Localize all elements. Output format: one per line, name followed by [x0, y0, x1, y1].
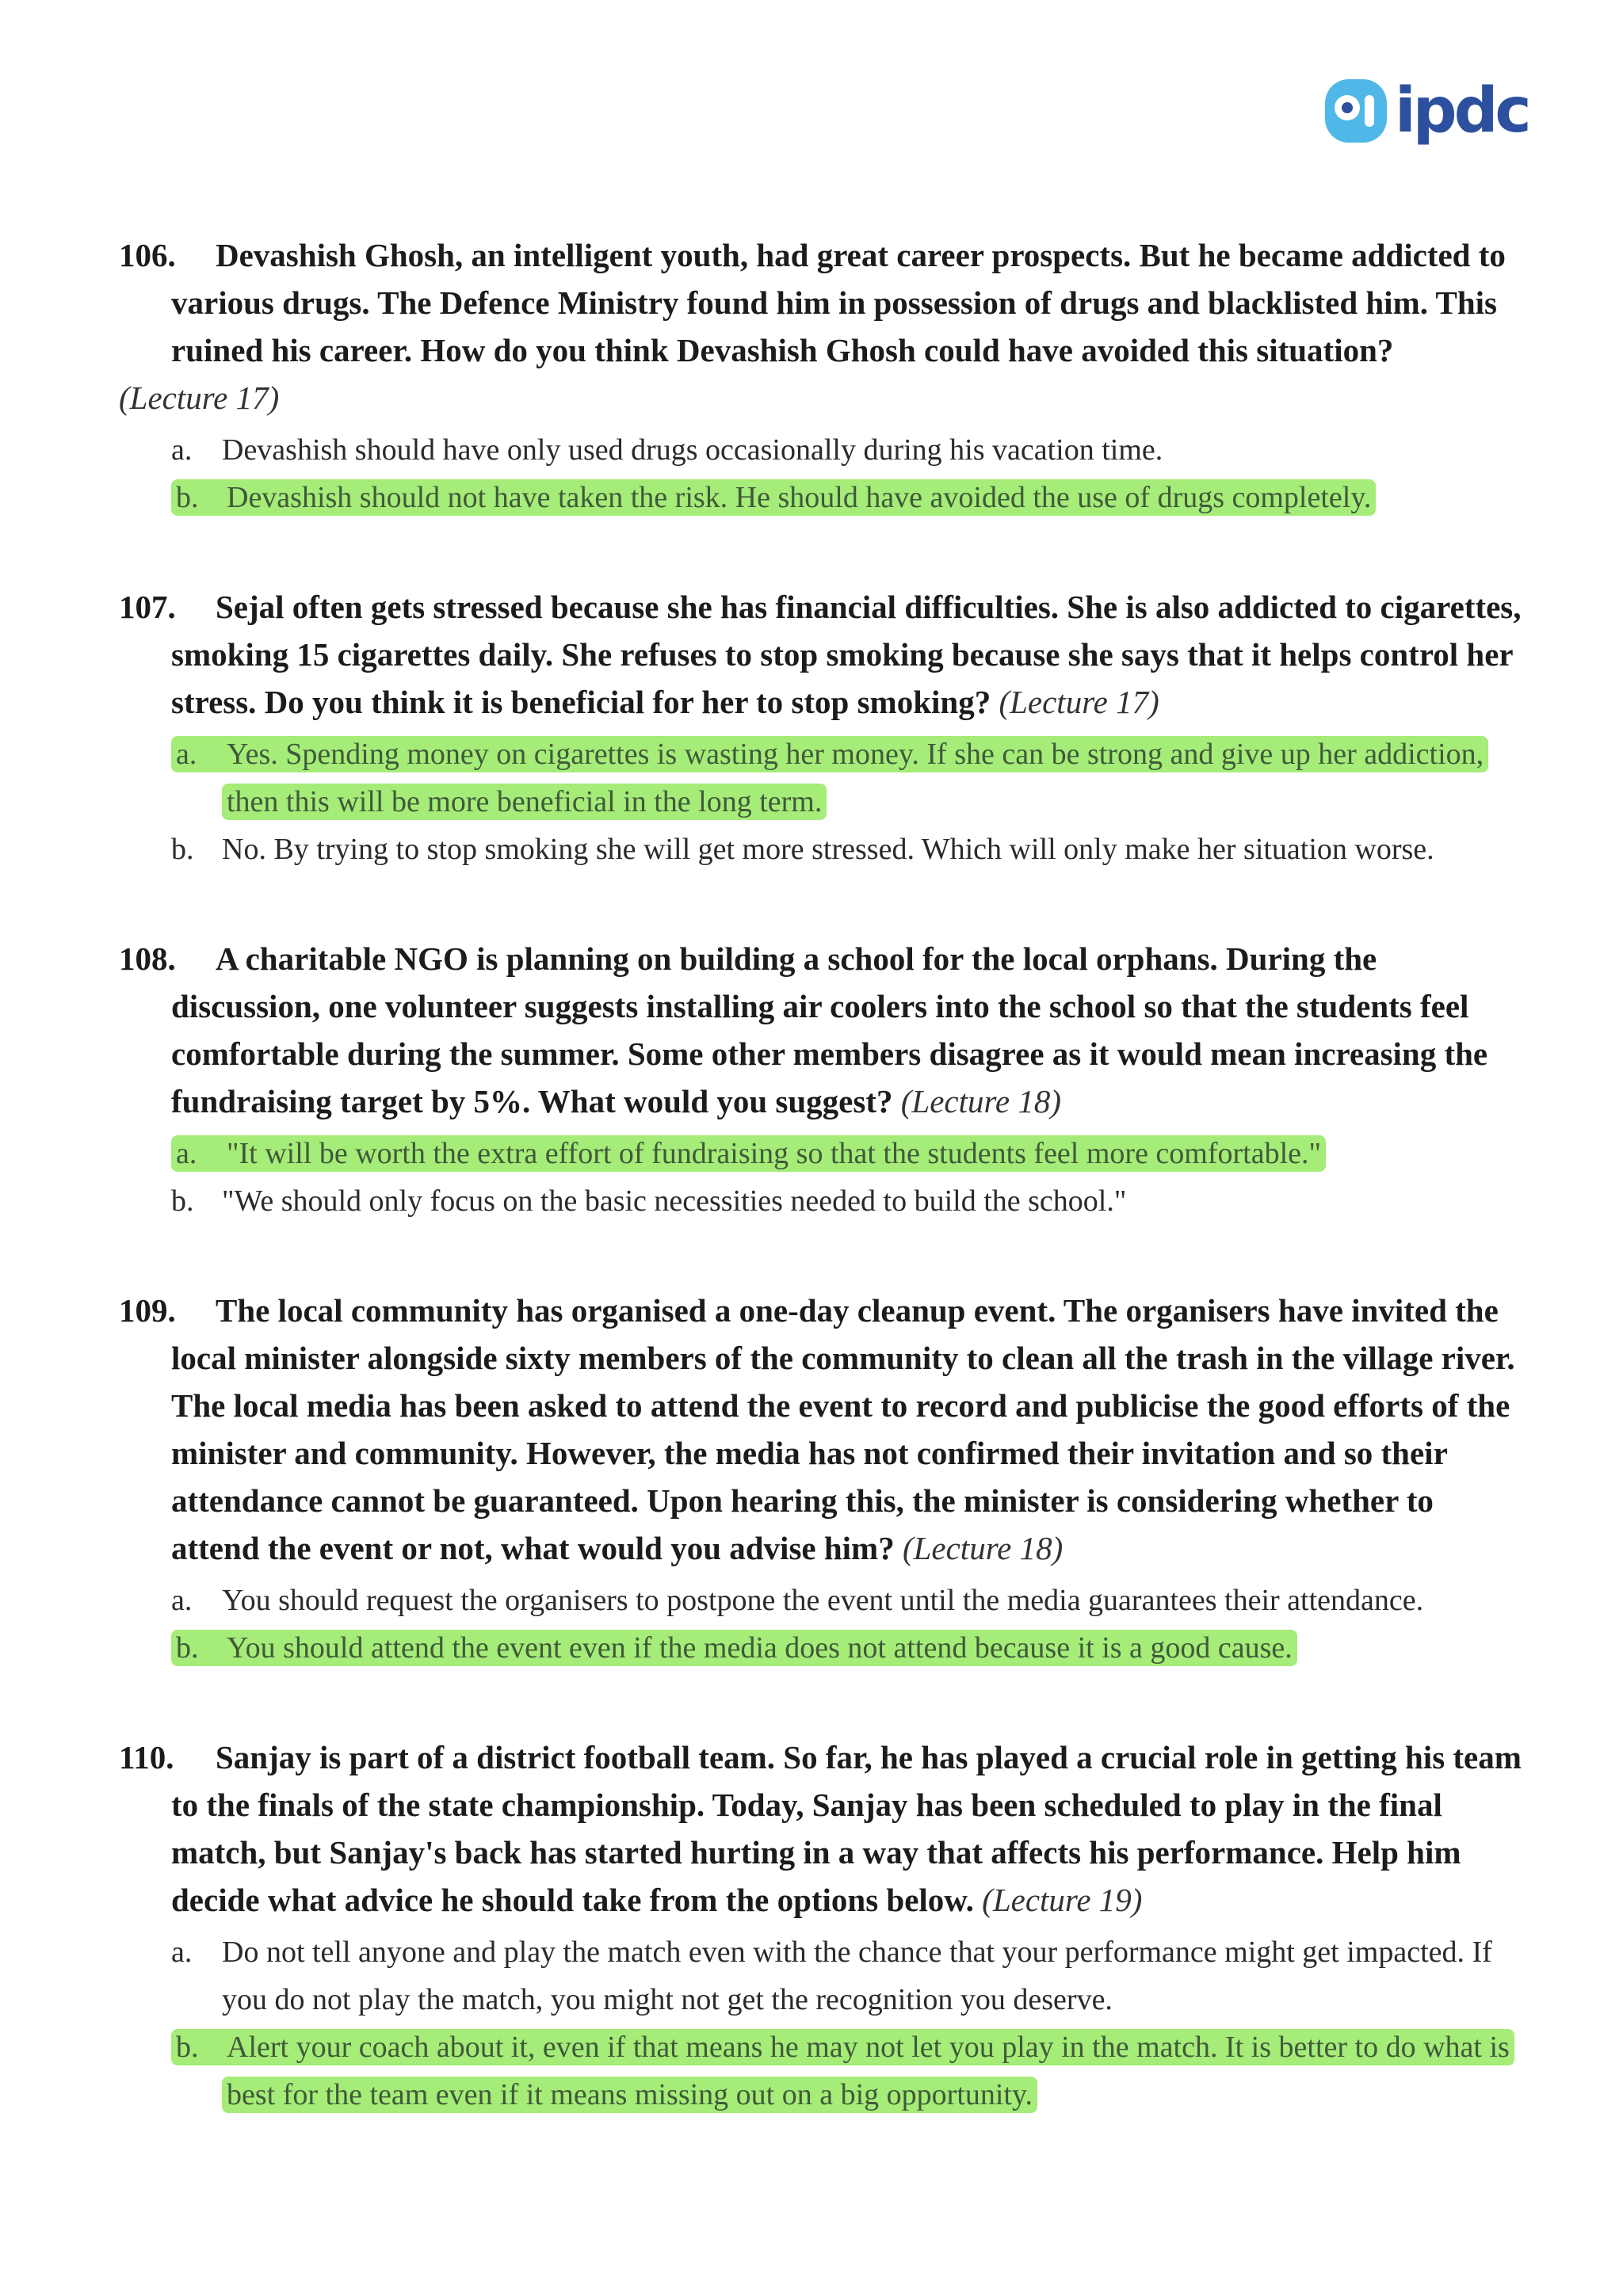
- question-number: 110.: [119, 1739, 174, 1775]
- lecture-reference: (Lecture 19): [982, 1882, 1143, 1918]
- answer-highlight: [171, 736, 1488, 820]
- option-letter: a.: [176, 1137, 197, 1170]
- option-text: Do not tell anyone and play the match even with the chance that your performance might get impacted. If you do not play the match, you might not get the recognition you deserve.: [222, 1936, 1492, 2016]
- option-a: [119, 426, 1529, 474]
- question-body: Devashish Ghosh, an intelligent youth, had great career prospects. But he became addicted to various drugs. The Defence Ministry found him in possession of drugs and blacklisted him. This ruined his career. How do you think Devashish Ghosh could have avoided this situation?: [171, 237, 1506, 368]
- question-text: [119, 1733, 1529, 1924]
- option-letter: a.: [171, 1584, 193, 1617]
- ipdc-logo-text: ipdc: [1395, 75, 1529, 147]
- answer-highlight: [171, 1630, 1297, 1666]
- option-a: [119, 1928, 1529, 2023]
- question-text: [119, 583, 1529, 726]
- option-letter: a.: [176, 738, 197, 771]
- option-letter: a.: [171, 1936, 193, 1969]
- question-text: [119, 935, 1529, 1125]
- option-text: You should attend the event even if the media does not attend because it is a good cause.: [227, 1631, 1293, 1665]
- question-text: [119, 231, 1529, 421]
- question-body: Sejal often gets stressed because she has financial difficulties. She is also addicted to cigarettes, smoking 15 cigarettes daily. She refuses to stop smoking because she says that it helps control her stress. Do you think it is beneficial for her to stop smoking?: [171, 589, 1522, 720]
- question-number: 109.: [119, 1292, 176, 1329]
- question-text: [119, 1287, 1529, 1572]
- option-text: You should request the organisers to postpone the event until the media guarantees their attendance.: [222, 1584, 1424, 1617]
- answer-options: [119, 426, 1529, 521]
- option-letter: b.: [176, 481, 199, 514]
- ipdc-logo-icon: [1322, 71, 1390, 151]
- option-text: Devashish should not have taken the risk. He should have avoided the use of drugs completely.: [227, 481, 1372, 514]
- option-letter: b.: [171, 1184, 194, 1218]
- option-letter: a.: [171, 433, 193, 467]
- option-b-highlighted: [119, 2023, 1529, 2119]
- question-body: The local community has organised a one-day cleanup event. The organisers have invited the local minister alongside sixty members of the community to clean all the trash in the village river. The local media has been asked to attend the event to record and publicise the good efforts of the minister and community. However, the media has not confirmed their invitation and so their attendance cannot be guaranteed. Upon hearing this, the minister is considering whether to attend the event or not, what would you advise him?: [171, 1292, 1515, 1566]
- option-b: [119, 1177, 1529, 1225]
- answer-options: [119, 1928, 1529, 2119]
- answer-highlight: [171, 479, 1376, 516]
- option-text: Yes. Spending money on cigarettes is wasting her money. If she can be strong and give up her addiction, then this will be more beneficial in the long term.: [227, 738, 1484, 818]
- question-number: 108.: [119, 940, 176, 977]
- ipdc-logo: [1322, 63, 1536, 158]
- option-text: "We should only focus on the basic necessities needed to build the school.": [222, 1184, 1127, 1218]
- option-text: No. By trying to stop smoking she will get more stressed. Which will only make her situation worse.: [222, 833, 1434, 866]
- answer-highlight: [171, 1135, 1326, 1172]
- option-b-highlighted: [119, 474, 1529, 521]
- answer-options: [119, 1130, 1529, 1225]
- option-text: Alert your coach about it, even if that means he may not let you play in the match. It is better to do what is best for the team even if it means missing out on a big opportunity.: [227, 2031, 1510, 2111]
- question-list: [119, 231, 1529, 2180]
- question-107: [119, 583, 1529, 873]
- option-a: [119, 1577, 1529, 1624]
- question-body: Sanjay is part of a district football team. So far, he has played a crucial role in getting his team to the finals of the state championship. Today, Sanjay has been scheduled to play in the final match, but Sanjay's back has started hurting in a way that affects his performance. Help him decide what advice he should take from the options below.: [171, 1739, 1522, 1918]
- question-body: A charitable NGO is planning on building a school for the local orphans. During the discussion, one volunteer suggests installing air coolers into the school so that the students feel comfortable during the summer. Some other members disagree as it would mean increasing the fundraising target by 5%. What would you suggest?: [171, 940, 1488, 1119]
- question-number: 106.: [119, 237, 176, 273]
- option-letter: b.: [171, 833, 194, 866]
- option-letter: b.: [176, 2031, 199, 2064]
- option-b: [119, 826, 1529, 873]
- lecture-reference: (Lecture 18): [900, 1083, 1062, 1119]
- lecture-reference: (Lecture 17): [119, 379, 280, 416]
- answer-highlight: [171, 2029, 1514, 2113]
- option-text: "It will be worth the extra effort of fundraising so that the students feel more comfortable.": [227, 1137, 1322, 1170]
- option-text: Devashish should have only used drugs occasionally during his vacation time.: [222, 433, 1163, 467]
- option-letter: b.: [176, 1631, 199, 1665]
- question-110: [119, 1733, 1529, 2119]
- option-a-highlighted: [119, 1130, 1529, 1177]
- lecture-reference: (Lecture 18): [902, 1530, 1064, 1566]
- lecture-reference: (Lecture 17): [999, 684, 1159, 720]
- answer-options: [119, 730, 1529, 873]
- option-b-highlighted: [119, 1624, 1529, 1672]
- question-109: [119, 1287, 1529, 1672]
- question-108: [119, 935, 1529, 1225]
- question-number: 107.: [119, 589, 176, 625]
- answer-options: [119, 1577, 1529, 1672]
- option-a-highlighted: [119, 730, 1529, 826]
- question-106: [119, 231, 1529, 521]
